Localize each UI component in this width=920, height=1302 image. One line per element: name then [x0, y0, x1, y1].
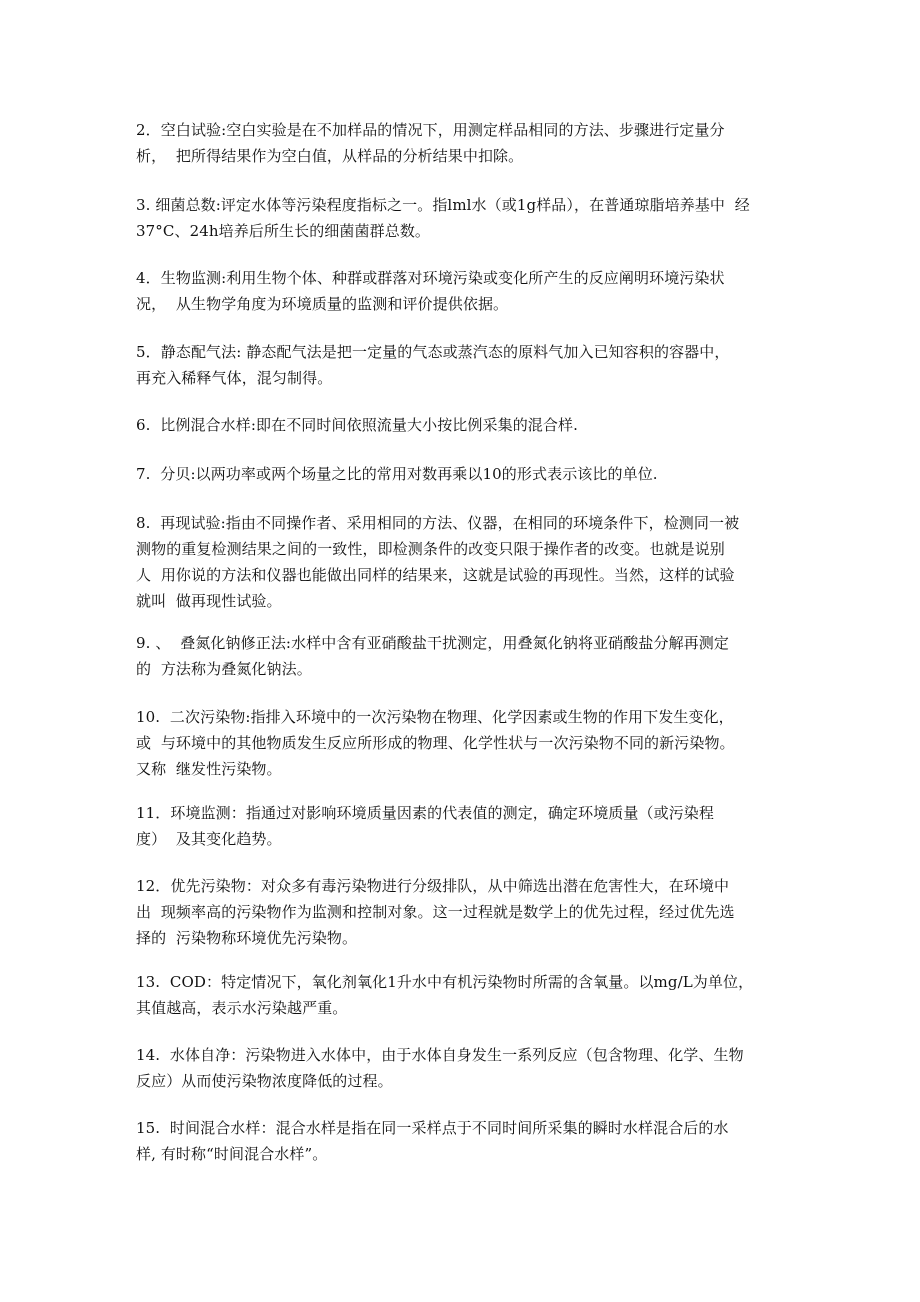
entry-11-environmental-monitoring [136, 800, 800, 852]
entry-line: 12．优先污染物：对众多有毒污染物进行分级排队，从中筛选出潜在危害性大，在环境中 [136, 877, 730, 895]
entry-line: 出 现频率高的污染物作为监测和控制对象。这一过程就是数学上的优先过程，经过优先选 [136, 903, 735, 921]
entry-15-time-mixed-sample [136, 1115, 800, 1167]
entry-line: 度） 及其变化趋势。 [136, 830, 282, 848]
entry-line: 15. 时间混合水样：混合水样是指在同一采样点于不同时间所采集的瞬时水样混合后的水 [136, 1119, 729, 1137]
entry-10-secondary-pollutant [136, 704, 800, 782]
entry-13-cod [136, 969, 800, 1021]
entry-5-static-gas-distribution [136, 339, 800, 391]
entry-line: 5．静态配气法: 静态配气法是把一定量的气态或蒸汽态的原料气加入已知容积的容器中， [136, 343, 730, 361]
entry-line: 的 方法称为叠氮化钠法。 [136, 660, 312, 678]
entry-line: 或 与环境中的其他物质发生反应所形成的物理、化学性状与一次污染物不同的新污染物。 [136, 734, 735, 752]
entry-7-decibel [136, 461, 800, 487]
entry-line: 样, 有时称“时间混合水样”。 [136, 1145, 328, 1163]
entry-line: 13. COD：特定情况下，氧化剂氧化1升水中有机污染物时所需的含氧量。以mg/L为单位， [136, 973, 754, 991]
entry-9-azide-modification [136, 630, 800, 682]
entry-line: 2．空白试验:空白实验是在不加样品的情况下，用测定样品相同的方法、步骤进行定量分 [136, 121, 725, 139]
entry-line: 人 用你说的方法和仪器也能做出同样的结果来，这就是试验的再现性。当然，这样的试验 [136, 566, 735, 584]
entry-line: 就叫 做再现性试验。 [136, 592, 282, 610]
entry-4-biological-monitoring [136, 265, 800, 317]
entry-line: 4．生物监测:利用生物个体、种群或群落对环境污染或变化所产生的反应阐明环境污染状 [136, 269, 725, 287]
entry-3-total-bacteria [136, 192, 800, 244]
entry-line: 3. 细菌总数:评定水体等污染程度指标之一。指lml水（或1g样品），在普通琼脂培养基中 经 [136, 196, 750, 214]
entry-line: 8. 再现试验:指由不同操作者、采用相同的方法、仪器，在相同的环境条件下，检测同一被 [136, 514, 740, 532]
entry-line: 7. 分贝:以两功率或两个场量之比的常用对数再乘以10的形式表示该比的单位. [136, 465, 658, 483]
entry-line: 再充入稀释气体，混匀制得。 [136, 369, 333, 387]
entry-line: 10. 二次污染物:指排入环境中的一次污染物在物理、化学因素或生物的作用下发生变化， [136, 708, 734, 726]
entry-8-reproducibility-test [136, 510, 800, 614]
entry-line: 11．环境监测：指通过对影响环境质量因素的代表值的测定，确定环境质量（或污染程 [136, 804, 714, 822]
entry-6-proportional-mixed-sample [136, 412, 800, 438]
entry-line: 又称 继发性污染物。 [136, 760, 282, 778]
entry-line: 14. 水体自净：污染物进入水体中，由于水体自身发生一系列反应（包含物理、化学、生物 [136, 1046, 744, 1064]
entry-line: 6. 比例混合水样:即在不同时间依照流量大小按比例采集的混合样. [136, 416, 578, 434]
entry-2-blank-test [136, 117, 800, 169]
entry-line: 9. 、 叠氮化钠修正法:水样中含有亚硝酸盐干扰测定，用叠氮化钠将亚硝酸盐分解再测定 [136, 634, 729, 652]
entry-line: 37°C、24h培养后所生长的细菌菌群总数。 [136, 222, 431, 240]
entry-14-water-self-purification [136, 1042, 800, 1094]
entry-line: 择的 污染物称环境优先污染物。 [136, 929, 358, 947]
entry-line: 析， 把所得结果作为空白值，从样品的分析结果中扣除。 [136, 147, 524, 165]
entry-line: 反应）从而使污染物浓度降低的过程。 [136, 1072, 393, 1090]
entry-line: 其值越高，表示水污染越严重。 [136, 999, 348, 1017]
entry-line: 测物的重复检测结果之间的一致性，即检测条件的改变只限于操作者的改变。也就是说别 [136, 540, 725, 558]
entry-12-priority-pollutant [136, 873, 800, 951]
entry-line: 况， 从生物学角度为环境质量的监测和评价提供依据。 [136, 295, 509, 313]
